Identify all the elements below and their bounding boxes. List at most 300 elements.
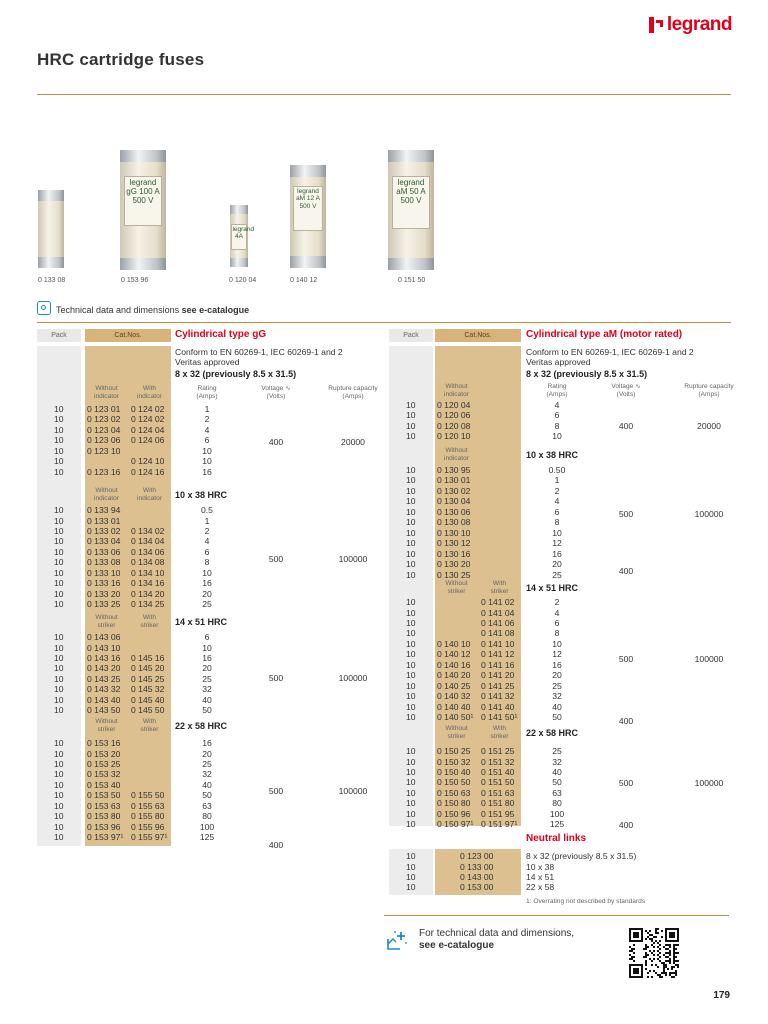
footer-link[interactable]: see e-catalogue (419, 940, 495, 951)
pack-qty: 10 (406, 680, 416, 691)
rating-value: 125 (199, 832, 215, 842)
rating-value: 100 (549, 808, 565, 819)
product-cat-no: 0 153 96 (121, 277, 149, 284)
pack-qty: 10 (54, 445, 64, 456)
cat-no: 0 141 20 (481, 670, 515, 681)
rating-value: 8 (204, 557, 210, 568)
with-label: With indicator (137, 385, 162, 400)
cat-no: 0 150 50 (437, 777, 471, 788)
pack-qty: 10 (406, 882, 416, 893)
pack-qty: 10 (406, 766, 416, 777)
cat-no: 0 140 40 (437, 701, 471, 712)
cat-no: 0 133 16 (87, 578, 121, 589)
with-label: With striker (490, 725, 509, 740)
cat-no: 0 133 01 (87, 515, 121, 526)
pack-qty: 10 (54, 652, 64, 663)
page-title: HRC cartridge fuses (37, 50, 205, 69)
voltage-header: Voltage ∿ (Volts) (261, 385, 291, 400)
rating-value: 16 (202, 738, 212, 748)
rupture-value: 20000 (341, 437, 365, 447)
cat-no: 0 124 06 (131, 435, 165, 446)
size-heading: 22 x 58 HRC (526, 728, 579, 738)
fuse-image (290, 165, 326, 268)
cat-no: 0 155 50 (131, 790, 165, 801)
pack-qty: 10 (54, 578, 64, 589)
cat-no: 0 153 00 (460, 882, 494, 893)
voltage-value: 400 (618, 820, 634, 830)
pack-qty: 10 (406, 871, 416, 882)
conform-text: Conform to EN 60269-1, IEC 60269-1 and 2 (526, 347, 694, 357)
fuse-label: legrand aM 50 A 500 V (392, 176, 431, 229)
cat-no: 0 133 94 (87, 505, 121, 515)
veritas-text: Veritas approved (175, 357, 240, 367)
size-heading: 14 x 51 HRC (175, 617, 228, 627)
fuse-end-cap (388, 258, 434, 270)
voltage-value: 400 (618, 566, 634, 576)
cat-no: 0 153 32 (87, 769, 121, 780)
product-cat-no: 0 151 50 (398, 277, 426, 284)
cat-no: 0 141 04 (481, 607, 515, 618)
pack-qty: 10 (406, 465, 416, 475)
pack-qty: 10 (54, 466, 64, 477)
rating-value: 10 (202, 456, 212, 467)
neutral-size: 14 x 51 (526, 871, 555, 882)
cat-no: 0 143 40 (87, 694, 121, 705)
fuse-end-cap (120, 150, 166, 162)
e-catalogue-link[interactable]: see e-catalogue (181, 305, 250, 315)
rating-value: 6 (204, 546, 210, 557)
cat-no: 0 141 12 (481, 649, 515, 660)
pack-qty: 10 (54, 588, 64, 599)
cat-no: 0 141 32 (481, 691, 515, 701)
rupture-value: 100000 (338, 786, 368, 796)
cat-no: 0 140 12 (437, 649, 471, 660)
rating-value: 20 (202, 663, 212, 674)
pack-header: Pack (37, 329, 81, 342)
table-title: Cylindrical type gG (175, 329, 267, 340)
rating-value: 4 (554, 607, 560, 618)
cat-no: 0 155 80 (131, 811, 165, 822)
cat-no: 0 124 04 (131, 424, 165, 435)
rating-value: 25 (552, 569, 562, 580)
rating-value: 32 (202, 684, 212, 695)
pack-qty: 10 (54, 414, 64, 425)
pack-qty: 10 (54, 821, 64, 832)
product-cat-no: 0 133 08 (38, 277, 66, 284)
pack-qty: 10 (54, 738, 64, 748)
pack-qty: 10 (54, 779, 64, 790)
rating-value: 4 (204, 536, 210, 547)
voltage-value: 400 (268, 840, 284, 850)
cat-no: 0 140 50¹ (437, 712, 474, 722)
cat-no: 0 143 25 (87, 673, 121, 684)
cat-no: 0 130 16 (437, 548, 471, 559)
cat-no: 0 141 16 (481, 659, 515, 670)
cat-no: 0 150 25 (437, 746, 471, 756)
pack-qty: 10 (406, 617, 416, 628)
with-label: With striker (490, 580, 509, 595)
pack-qty: 10 (406, 485, 416, 496)
cat-no: 0 151 50 (481, 777, 515, 788)
fuse-body (38, 201, 64, 257)
cat-no: 0 153 50 (87, 790, 121, 801)
cat-no: 0 123 00 (460, 851, 494, 861)
cat-no: 0 134 06 (131, 546, 165, 557)
pack-qty: 10 (406, 819, 416, 830)
rating-value: 25 (202, 758, 212, 769)
cat-no: 0 123 04 (87, 424, 121, 435)
without-label: Without indicator (444, 383, 469, 398)
rating-value: 2 (204, 525, 210, 536)
cat-no: 0 124 10 (131, 456, 165, 467)
rating-value: 8 (554, 628, 560, 639)
cat-no: 0 143 16 (87, 652, 121, 663)
cat-no: 0 141 08 (481, 628, 515, 639)
voltage-value: 400 (618, 716, 634, 726)
rupture-value: 100000 (338, 673, 368, 683)
size-heading: 22 x 58 HRC (175, 721, 228, 731)
e-catalogue-plus-icon[interactable] (386, 930, 408, 950)
cat-no: 0 151 25 (481, 746, 515, 756)
pack-qty: 10 (406, 701, 416, 712)
cat-no: 0 140 25 (437, 680, 471, 691)
cat-no: 0 120 04 (437, 400, 471, 410)
pack-qty: 10 (406, 808, 416, 819)
rating-value: 40 (202, 694, 212, 705)
rating-value: 0.50 (548, 465, 566, 475)
cat-no: 0 153 96 (87, 821, 121, 832)
fuse-label: legrand aM 12 A 500 V (293, 186, 323, 231)
footer-note[interactable]: For technical data and dimensions, see e-catalogue (419, 928, 575, 951)
neutral-links-title: Neutral links (526, 833, 587, 844)
cat-no: 0 145 50 (131, 705, 165, 716)
pack-qty: 10 (406, 496, 416, 507)
fuse-image (388, 150, 434, 270)
cat-no: 0 133 10 (87, 567, 121, 578)
rating-value: 100 (199, 821, 215, 832)
rating-value: 10 (202, 567, 212, 578)
cat-no: 0 133 20 (87, 588, 121, 599)
pack-qty: 10 (406, 798, 416, 809)
rating-value: 40 (552, 701, 562, 712)
rating-value: 32 (552, 691, 562, 701)
cat-no: 0 140 16 (437, 659, 471, 670)
cat-no: 0 153 25 (87, 758, 121, 769)
cat-no: 0 134 02 (131, 525, 165, 536)
rating-value: 6 (554, 506, 560, 517)
legrand-logo-icon (649, 17, 663, 33)
rating-value: 10 (552, 638, 562, 649)
rupture-value: 100000 (338, 554, 368, 564)
pack-qty: 10 (54, 632, 64, 642)
footer-divider (384, 915, 729, 916)
voltage-value: 500 (618, 654, 634, 664)
pack-qty: 10 (406, 746, 416, 756)
rating-value: 25 (202, 673, 212, 684)
pack-qty: 10 (406, 597, 416, 607)
rating-value: 16 (202, 578, 212, 589)
fuse-end-cap (120, 258, 166, 270)
cat-no: 0 150 80 (437, 798, 471, 809)
rating-value: 2 (554, 485, 560, 496)
veritas-text: Veritas approved (526, 357, 591, 367)
pack-qty: 10 (406, 400, 416, 410)
voltage-value: 500 (268, 673, 284, 683)
pack-qty: 10 (54, 435, 64, 446)
pack-qty: 10 (406, 659, 416, 670)
rating-value: 20 (202, 588, 212, 599)
pack-qty: 10 (54, 800, 64, 811)
pack-qty: 10 (406, 691, 416, 701)
pack-qty: 10 (406, 420, 416, 431)
cat-no: 0 143 20 (87, 663, 121, 674)
rating-value: 8 (554, 517, 560, 528)
product-cat-no: 0 120 04 (229, 277, 257, 284)
rating-value: 16 (552, 659, 562, 670)
voltage-value: 500 (618, 778, 634, 788)
rupture-value: 100000 (694, 509, 724, 519)
cat-no: 0 145 20 (131, 663, 165, 674)
pack-qty: 10 (54, 663, 64, 674)
pack-qty: 10 (54, 705, 64, 716)
with-label: With indicator (137, 487, 162, 502)
pack-qty: 10 (406, 712, 416, 722)
pack-qty: 10 (406, 756, 416, 767)
without-label: Without striker (445, 725, 468, 740)
rating-value: 10 (202, 445, 212, 456)
cat-no: 0 130 08 (437, 517, 471, 528)
pack-qty: 10 (406, 569, 416, 580)
rating-value: 25 (552, 746, 562, 756)
cat-no: 0 134 08 (131, 557, 165, 568)
cat-no: 0 133 25 (87, 599, 121, 609)
cat-no: 0 140 20 (437, 670, 471, 681)
cat-no: 0 155 97¹ (131, 832, 168, 842)
pack-qty: 10 (406, 517, 416, 528)
rating-value: 32 (202, 769, 212, 780)
cat-no: 0 130 12 (437, 538, 471, 549)
pack-qty: 10 (406, 649, 416, 660)
rating-value: 4 (554, 496, 560, 507)
with-label: With striker (140, 614, 159, 629)
pack-qty: 10 (54, 790, 64, 801)
cat-nos-header: Cat.Nos. (85, 329, 171, 342)
cat-no: 0 120 08 (437, 420, 471, 431)
rating-value: 25 (202, 599, 212, 609)
cat-no: 0 123 01 (87, 404, 121, 414)
rating-header: Rating (Amps) (196, 385, 218, 400)
rating-value: 6 (554, 410, 560, 421)
footnote: 1: Overrating not described by standards (526, 898, 646, 905)
without-label: Without indicator (444, 447, 469, 462)
cat-no: 0 133 02 (87, 525, 121, 536)
pack-qty: 10 (54, 515, 64, 526)
fuse-image (230, 205, 255, 267)
cat-no: 0 150 32 (437, 756, 471, 767)
pack-qty: 10 (406, 431, 416, 442)
voltage-value: 500 (268, 554, 284, 564)
pack-qty: 10 (406, 638, 416, 649)
without-label: Without indicator (94, 385, 119, 400)
rating-value: 20 (552, 670, 562, 681)
cat-no: 0 123 10 (87, 445, 121, 456)
rating-value: 12 (552, 649, 562, 660)
rating-value: 1 (204, 404, 210, 414)
rating-value: 80 (202, 811, 212, 822)
cat-no: 0 141 50¹ (481, 712, 518, 722)
cat-no: 0 150 97¹ (437, 819, 474, 830)
page-number: 179 (713, 990, 730, 1001)
cat-no: 0 151 95 (481, 808, 515, 819)
cat-no: 0 134 20 (131, 588, 165, 599)
rating-value: 125 (549, 819, 565, 830)
pack-qty: 10 (406, 777, 416, 788)
rating-value: 1 (204, 515, 210, 526)
cat-no: 0 153 40 (87, 779, 121, 790)
pack-qty: 10 (54, 599, 64, 609)
cat-no: 0 134 10 (131, 567, 165, 578)
cat-no: 0 134 25 (131, 599, 165, 609)
rating-value: 50 (552, 712, 562, 722)
fuse-end-cap (38, 190, 64, 201)
pack-qty: 10 (54, 673, 64, 684)
pack-qty: 10 (406, 410, 416, 421)
voltage-value: 400 (618, 421, 634, 431)
rupture-header: Rupture capacity (Amps) (684, 383, 734, 398)
cat-no: 0 153 80 (87, 811, 121, 822)
cat-no: 0 153 63 (87, 800, 121, 811)
table-title: Cylindrical type aM (motor rated) (526, 329, 683, 340)
cat-no: 0 120 10 (437, 431, 471, 442)
cat-no: 0 123 06 (87, 435, 121, 446)
neutral-size: 10 x 38 (526, 861, 555, 872)
pack-qty: 10 (54, 758, 64, 769)
cat-no: 0 133 06 (87, 546, 121, 557)
cat-no: 0 124 02 (131, 414, 165, 425)
cat-no: 0 130 04 (437, 496, 471, 507)
conform-text: Conform to EN 60269-1, IEC 60269-1 and 2 (175, 347, 343, 357)
section-divider (37, 322, 731, 323)
size-heading: 10 x 38 HRC (175, 490, 228, 500)
neutral-size: 8 x 32 (previously 8.5 x 31.5) (526, 851, 637, 861)
neutral-size: 22 x 58 (526, 882, 555, 893)
without-label: Without striker (95, 718, 118, 733)
cat-nos-header: Cat.Nos. (435, 329, 521, 342)
pack-qty: 10 (406, 475, 416, 486)
cat-no: 0 145 16 (131, 652, 165, 663)
pack-qty: 10 (54, 748, 64, 759)
pack-qty: 10 (54, 642, 64, 653)
rating-value: 40 (552, 766, 562, 777)
rating-value: 4 (204, 424, 210, 435)
cat-no: 0 143 32 (87, 684, 121, 695)
cat-no: 0 141 02 (481, 597, 515, 607)
fuse-end-cap (38, 257, 64, 268)
pack-qty: 10 (54, 456, 64, 467)
with-label: With striker (140, 718, 159, 733)
pack-header: Pack (389, 329, 433, 342)
rating-value: 10 (552, 431, 562, 442)
rating-value: 50 (202, 705, 212, 716)
pack-qty: 10 (406, 527, 416, 538)
pack-qty: 10 (54, 404, 64, 414)
fuse-image (120, 150, 166, 270)
rating-value: 2 (554, 597, 560, 607)
cat-no: 0 151 97¹ (481, 819, 518, 830)
rating-value: 6 (204, 435, 210, 446)
cat-no: 0 155 63 (131, 800, 165, 811)
pack-qty: 10 (406, 548, 416, 559)
pack-qty: 10 (54, 505, 64, 515)
cat-no: 0 141 40 (481, 701, 515, 712)
without-label: Without striker (445, 580, 468, 595)
rating-value: 50 (552, 777, 562, 788)
size-heading: 14 x 51 HRC (526, 583, 579, 593)
cat-no: 0 130 10 (437, 527, 471, 538)
e-catalogue-note[interactable]: Technical data and dimensions see e-catalogue (56, 305, 250, 315)
product-cat-no: 0 140 12 (290, 277, 318, 284)
rating-value: 12 (552, 538, 562, 549)
cat-no: 0 153 16 (87, 738, 121, 748)
pack-qty: 10 (406, 787, 416, 798)
cat-no: 0 151 32 (481, 756, 515, 767)
rating-value: 20 (202, 748, 212, 759)
qr-code-icon[interactable] (629, 928, 679, 978)
cat-no: 0 130 20 (437, 559, 471, 569)
voltage-header: Voltage ∿ (Volts) (611, 383, 641, 398)
rupture-header: Rupture capacity (Amps) (328, 385, 378, 400)
cat-no: 0 130 06 (437, 506, 471, 517)
cat-no: 0 141 10 (481, 638, 515, 649)
cat-no: 0 151 80 (481, 798, 515, 809)
cat-no: 0 150 40 (437, 766, 471, 777)
legrand-logo (649, 14, 732, 36)
cat-no: 0 133 08 (87, 557, 121, 568)
rating-value: 16 (202, 652, 212, 663)
pack-qty: 10 (406, 559, 416, 569)
cat-no: 0 145 32 (131, 684, 165, 695)
cat-no: 0 130 95 (437, 465, 471, 475)
without-label: Without indicator (94, 487, 119, 502)
cat-no: 0 120 06 (437, 410, 471, 421)
rating-value: 10 (202, 642, 212, 653)
cat-no: 0 143 50 (87, 705, 121, 716)
rating-value: 63 (202, 800, 212, 811)
cat-no: 0 141 25 (481, 680, 515, 691)
pack-qty: 10 (54, 557, 64, 568)
brand-name: legrand (666, 14, 732, 35)
size-heading: 8 x 32 (previously 8.5 x 31.5) (526, 369, 648, 379)
rating-value: 0.5 (201, 505, 213, 515)
cat-no: 0 130 02 (437, 485, 471, 496)
fuse-image (38, 190, 64, 268)
size-heading: 8 x 32 (previously 8.5 x 31.5) (175, 369, 297, 379)
cat-no: 0 153 20 (87, 748, 121, 759)
e-catalogue-icon[interactable] (37, 301, 51, 315)
cat-no: 0 143 06 (87, 632, 121, 642)
pack-qty: 10 (406, 670, 416, 681)
rating-value: 4 (554, 400, 560, 410)
pack-qty: 10 (406, 506, 416, 517)
without-label: Without striker (95, 614, 118, 629)
rating-value: 2 (204, 414, 210, 425)
fuse-end-cap (388, 150, 434, 162)
rating-header: Rating (Amps) (546, 383, 568, 398)
cat-no: 0 143 10 (87, 642, 121, 653)
rating-value: 50 (202, 790, 212, 801)
cat-no: 0 130 25 (437, 569, 471, 580)
pack-qty: 10 (54, 546, 64, 557)
